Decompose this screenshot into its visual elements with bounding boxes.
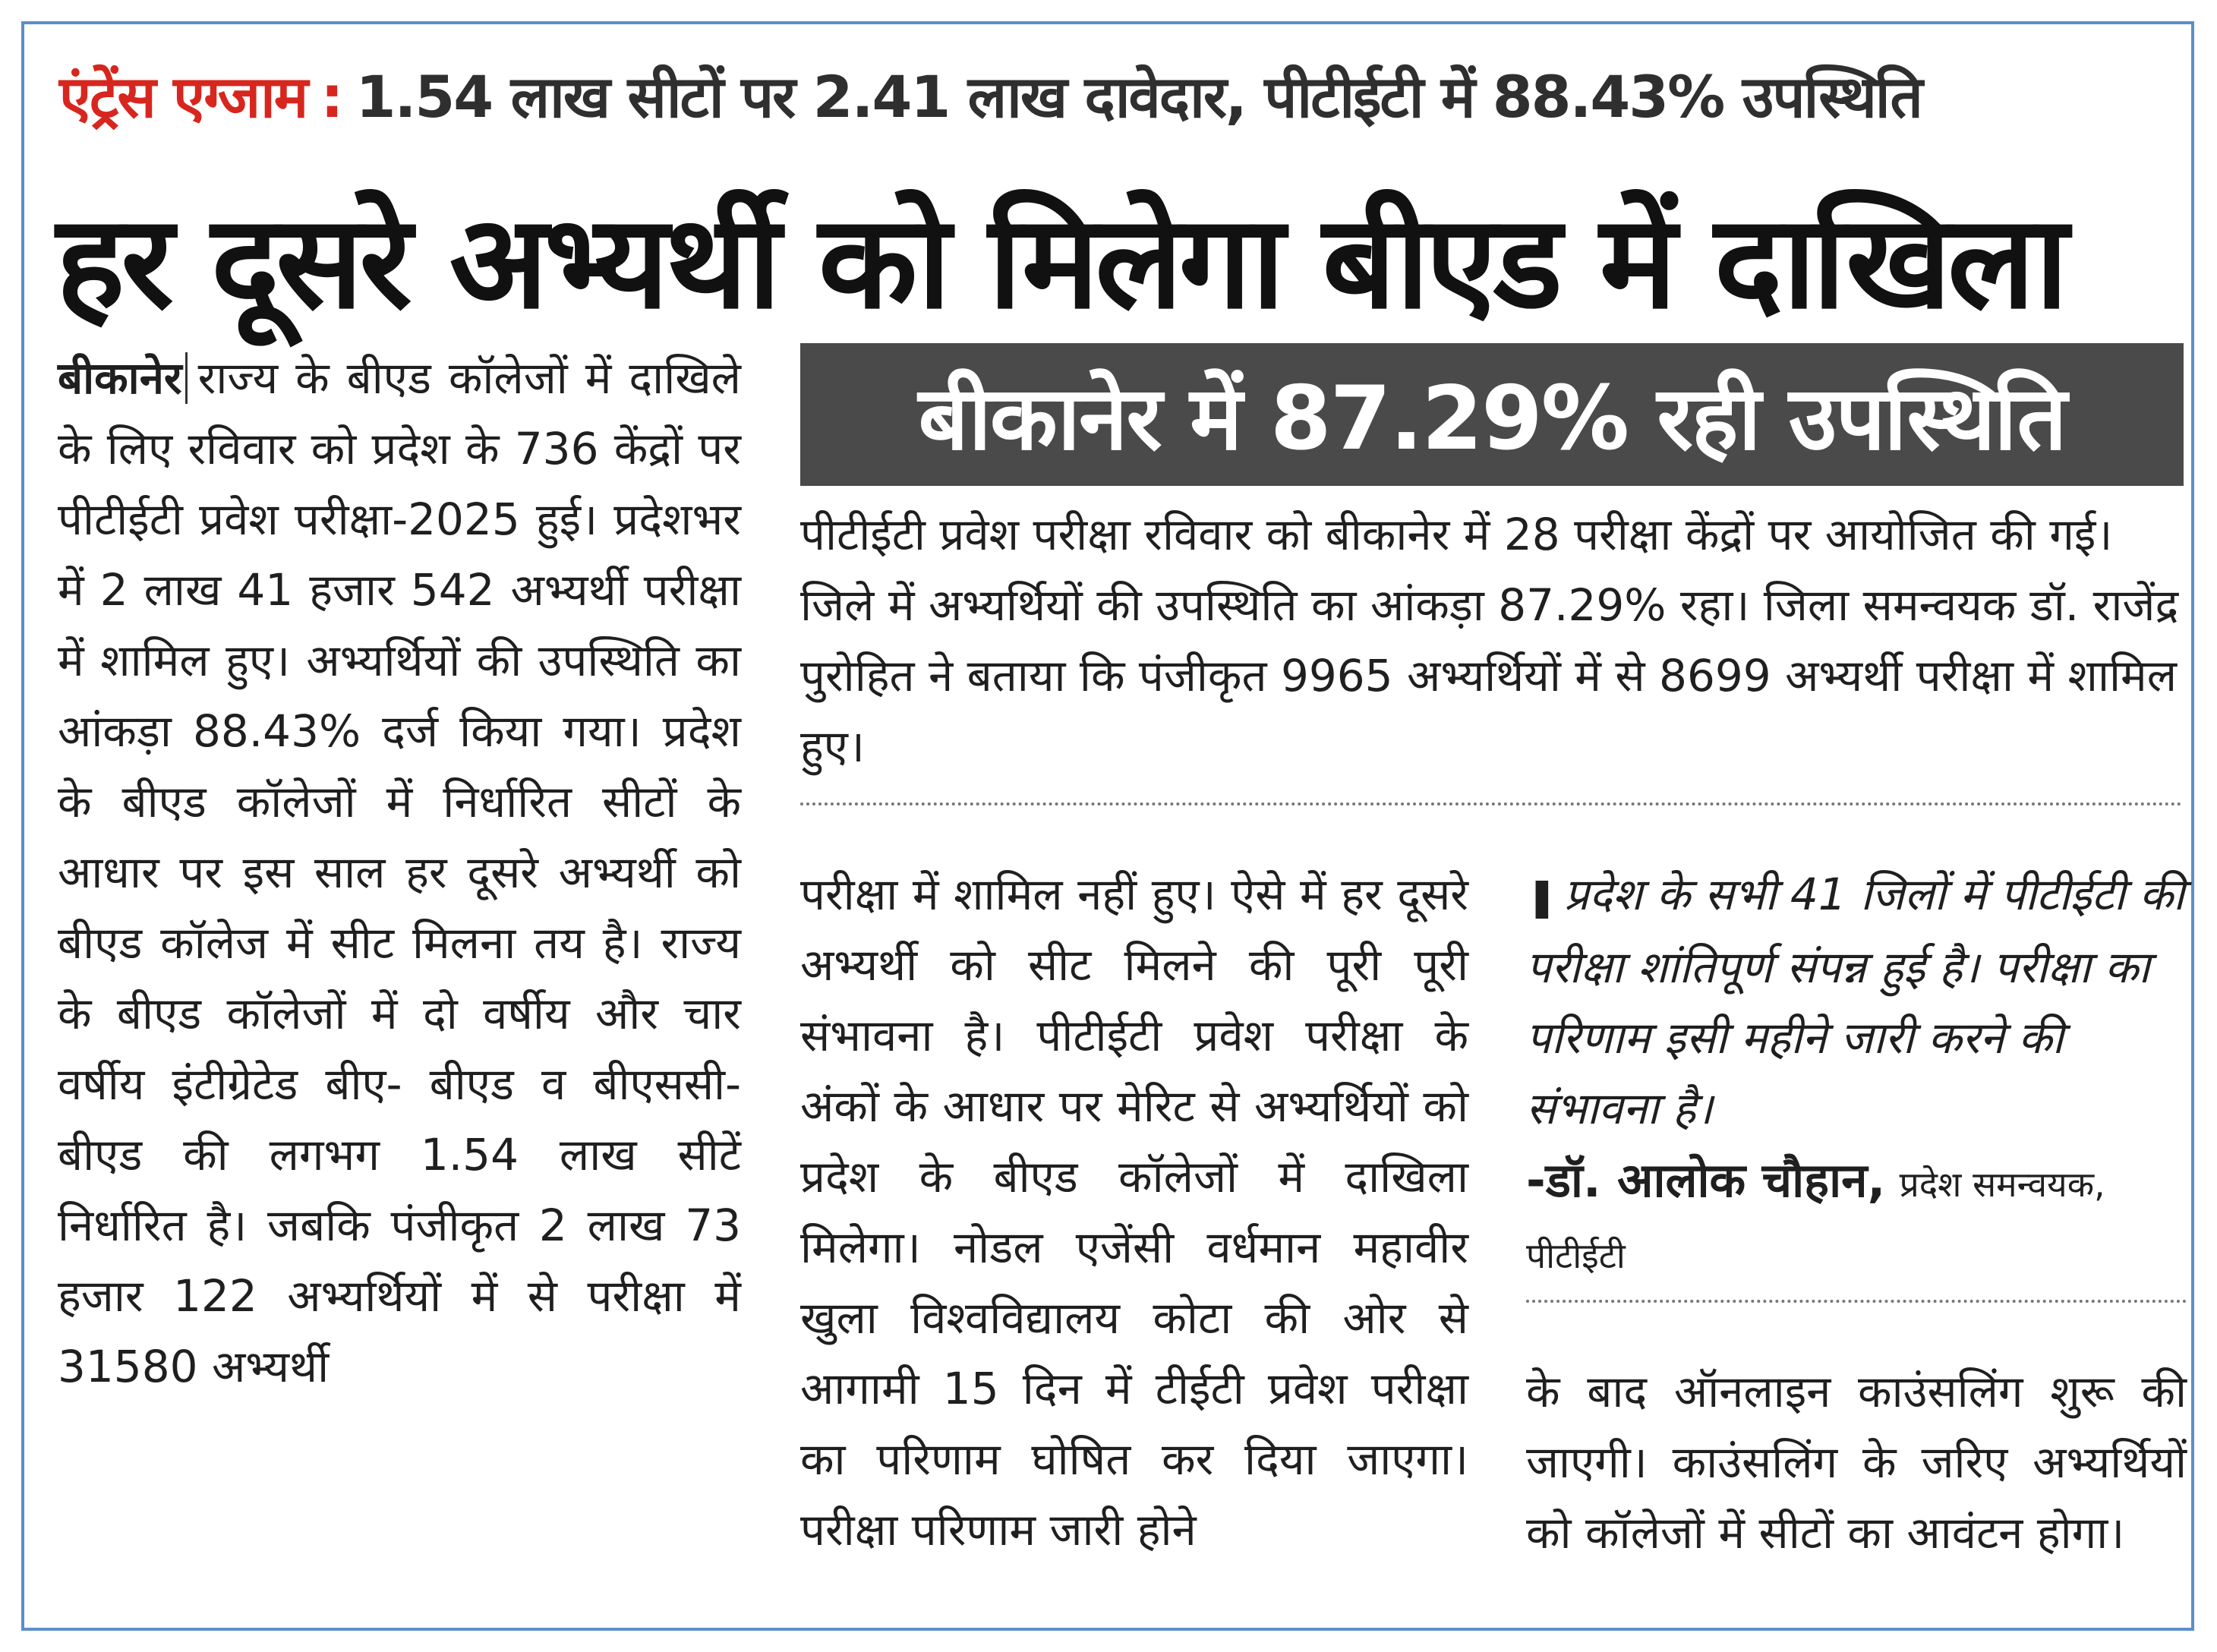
kicker [59, 56, 1922, 134]
story-column-2: परीक्षा में शामिल नहीं हुए। ऐसे में हर दूसरे अभ्यर्थी को सीट मिलने की पूरी पूरी संभावना है। पीटीईटी प्रवेश परीक्षा के अंकों के आधार पर मेरिट से अभ्यर्थियों को प्रदेश के बीएड कॉलेजों में दाखिला मिलेगा। नोडल एजेंसी वर्धमान महावीर खुला विश्वविद्यालय कोटा की ओर से आगामी 15 दिन में टीईटी प्रवेश परीक्षा का परिणाम घोषित कर दिया जाएगा। परीक्षा परिणाम जारी होने [800, 869, 1468, 1556]
pull-quote [1526, 859, 2187, 1144]
divider [1526, 1300, 2187, 1303]
divider [800, 802, 2182, 806]
quote-attribution [1526, 1146, 2187, 1290]
quote-mark-icon: ❚ [1526, 875, 1558, 919]
story-column-1-text: राज्य के बीएड कॉलेजों में दाखिले के लिए रविवार को प्रदेश के 736 केंद्रों पर पीटीईटी प्रवेश परीक्षा-2025 हुई। प्रदेशभर में 2 लाख 41 हजार 542 अभ्यर्थी परीक्षा में शामिल हुए। अभ्यर्थियों की उपस्थिति का आंकड़ा 88.43% दर्ज किया गया। प्रदेश के बीएड कॉलेजों में निर्धारित सीटों के आधार पर इस साल हर दूसरे अभ्यर्थी को बीएड कॉलेज में सीट मिलना तय है। राज्य के बीएड कॉलेजों में दो वर्षीय और चार वर्षीय इंटीग्रेटेड बीए- बीएड व बीएससी- बीएड की लगभग 1.54 लाख सीटें निर्धारित है। जबकि पंजीकृत 2 लाख 73 हजार 122 अभ्यर्थियों में से परीक्षा में 31580 अभ्यर्थी [58, 352, 741, 1392]
quote-author: -डॉ. आलोक चौहान, [1526, 1152, 1886, 1208]
box-title: बीकानेर में 87.29% रही उपस्थिति [800, 343, 2184, 486]
quote-role: प्रदेश समन्वयक, पीटीईटी [1526, 1164, 2105, 1276]
kicker-separator: : [320, 63, 342, 131]
story-column-3: के बाद ऑनलाइन काउंसलिंग शुरू की जाएगी। काउंसलिंग के जरिए अभ्यर्थियों को कॉलेजों में सीटों का आवंटन होगा। [1526, 1366, 2187, 1559]
headline: हर दूसरे अभ्यर्थी को मिलेगा बीएड में दाखिला [56, 188, 2065, 338]
news-clipping [21, 21, 2194, 1631]
kicker-label: एंट्रेंस एग्जाम [59, 63, 307, 131]
pull-quote-text: प्रदेश के सभी 41 जिलों में पीटीईटी की परीक्षा शांतिपूर्ण संपन्न हुई है। परीक्षा का परिणाम इसी महीने जारी करने की संभावना है। [1526, 869, 2185, 1134]
box-text: पीटीईटी प्रवेश परीक्षा रविवार को बीकानेर में 28 परीक्षा केंद्रों पर आयोजित की गई। जिले में अभ्यर्थियों की उपस्थिति का आंकड़ा 87.29% रहा। जिला समन्वयक डॉ. राजेंद्र पुरोहित ने बताया कि पंजीकृत 9965 अभ्यर्थियों में से 8699 अभ्यर्थी परीक्षा में शामिल हुए। [800, 509, 2179, 772]
dateline: बीकानेर [58, 352, 188, 404]
story-column-1 [58, 343, 741, 1402]
kicker-text: 1.54 लाख सीटों पर 2.41 लाख दावेदार, पीटीईटी में 88.43% उपस्थिति [355, 63, 1922, 131]
